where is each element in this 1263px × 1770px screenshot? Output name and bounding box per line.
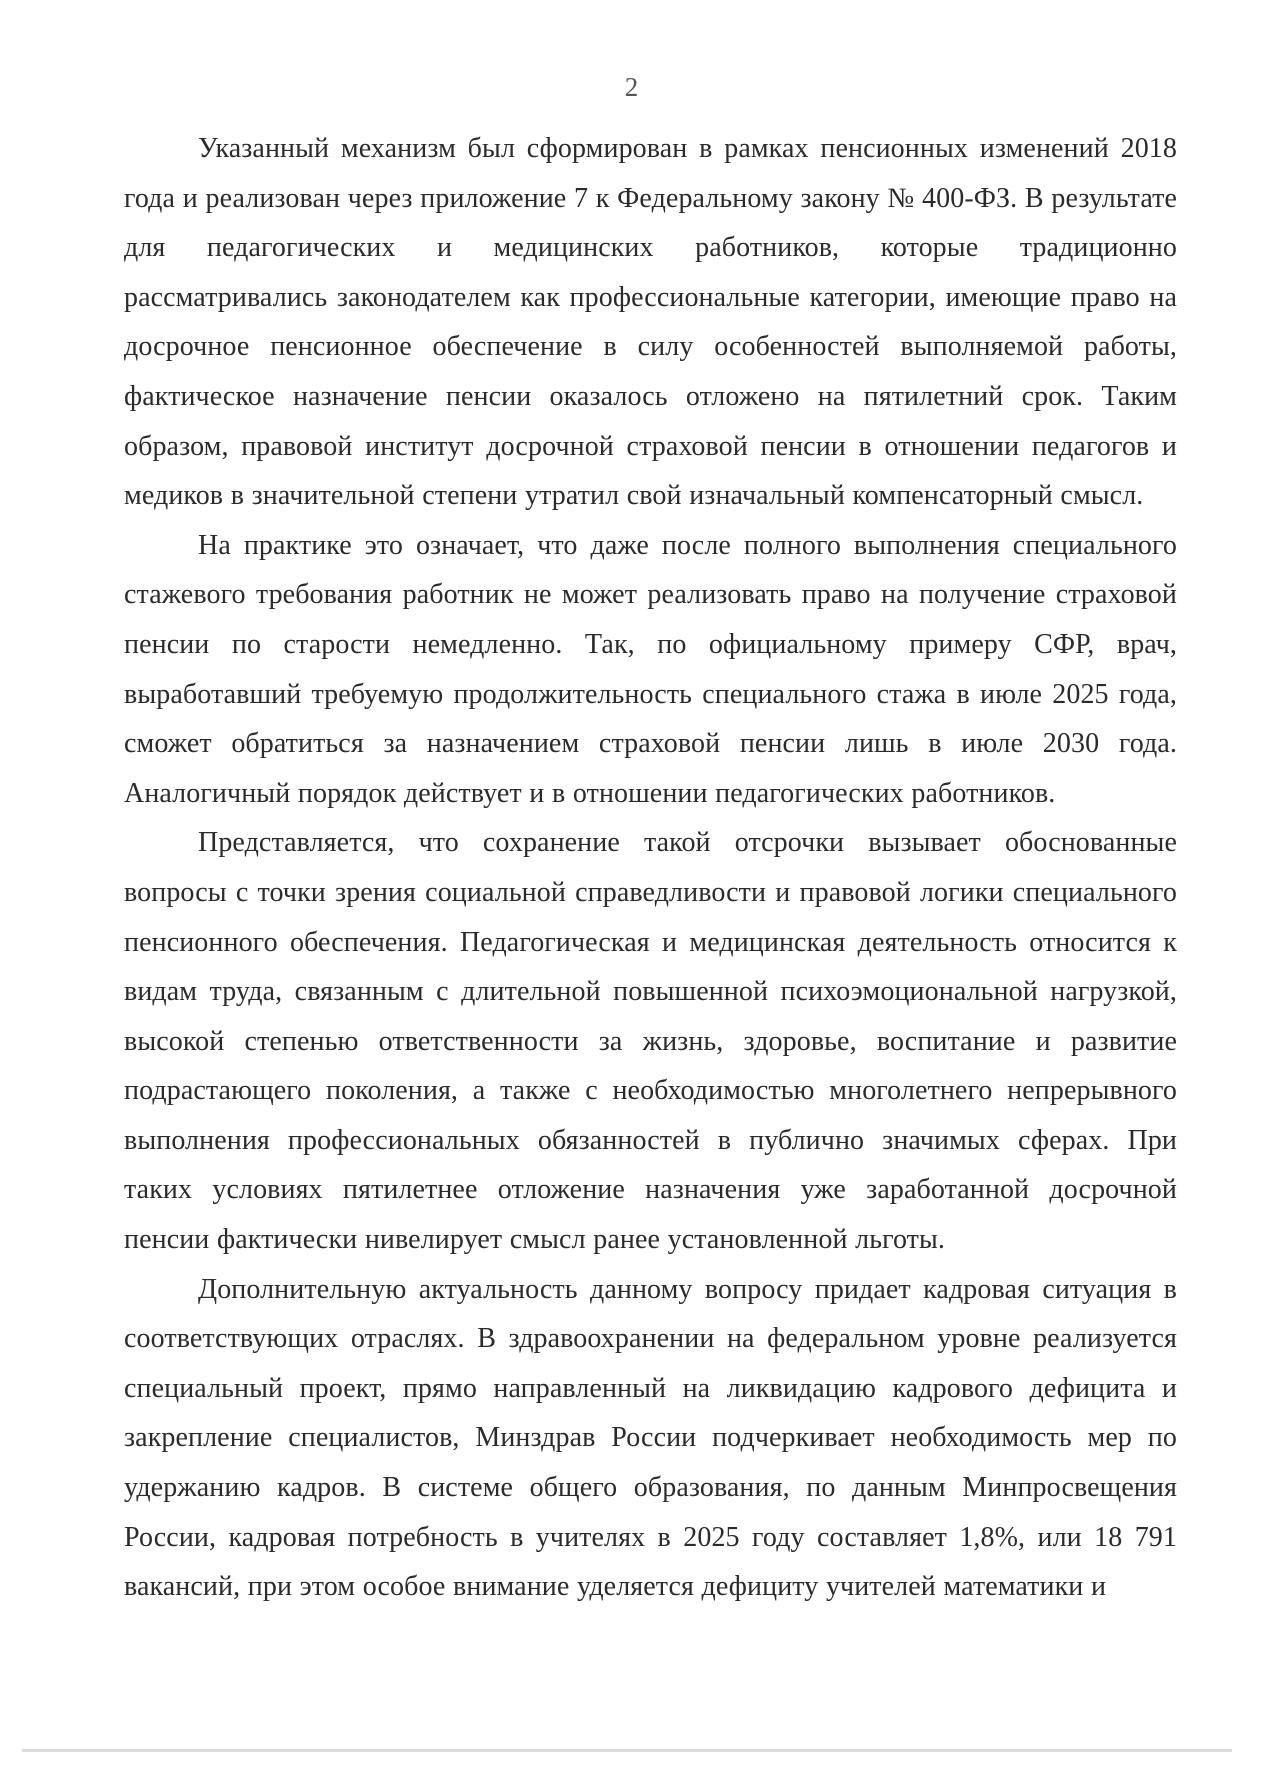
document-body [124, 124, 1177, 1612]
paragraph-staffing-situation: Дополнительную актуальность данному вопросу придает кадровая ситуация в соответствующих отраслях. В здравоохранении на федеральном уровне реализуется специальный проект, прямо направленный на ликвидацию кадрового дефицита и закрепление специалистов, Минздрав России подчеркивает необходимость мер по удержанию кадров. В системе общего образования, по данным Минпросвещения России, кадровая потребность в учителях в 2025 году составляет 1,8%, или 18 791 вакансий, при этом особое внимание уделяется дефициту учителей математики и [124, 1273, 1177, 1603]
paragraph-pension-mechanism: Указанный механизм был сформирован в рамках пенсионных изменений 2018 года и реализован через приложение 7 к Федеральному закону № 400-ФЗ. В результате для педагогических и медицинских работников, которые традиционно рассматривались законодателем как профессиональные категории, имеющие право на досрочное пенсионное обеспечение в силу особенностей выполняемой работы, фактическое назначение пенсии оказалось отложено на пятилетний срок. Таким образом, правовой институт досрочной страховой пенсии в отношении педагогов и медиков в значительной степени утратил свой изначальный компенсаторный смысл. [124, 133, 1177, 512]
paragraph-practical-effect: На практике это означает, что даже после полного выполнения специального стажевого требования работник не может реализовать право на получение страховой пенсии по старости немедленно. Так, по официальному примеру СФР, врач, выработавший требуемую продолжительность специального стажа в июле 2025 года, сможет обратиться за назначением страховой пенсии лишь в июле 2030 года. Аналогичный порядок действует и в отношении педагогических работников. [124, 529, 1177, 809]
paragraph-social-justice: Представляется, что сохранение такой отсрочки вызывает обоснованные вопросы с точки зрения социальной справедливости и правовой логики специального пенсионного обеспечения. Педагогическая и медицинская деятельность относится к видам труда, связанным с длительной повышенной психоэмоциональной нагрузкой, высокой степенью ответственности за жизнь, здоровье, воспитание и развитие подрастающего поколения, а также с необходимостью многолетнего непрерывного выполнения профессиональных обязанностей в публично значимых сферах. При таких условиях пятилетнее отложение назначения уже заработанной досрочной пенсии фактически нивелирует смысл ранее установленной льготы. [124, 827, 1177, 1256]
scan-edge-line [22, 1749, 1232, 1752]
page-number: 2 [624, 72, 639, 102]
